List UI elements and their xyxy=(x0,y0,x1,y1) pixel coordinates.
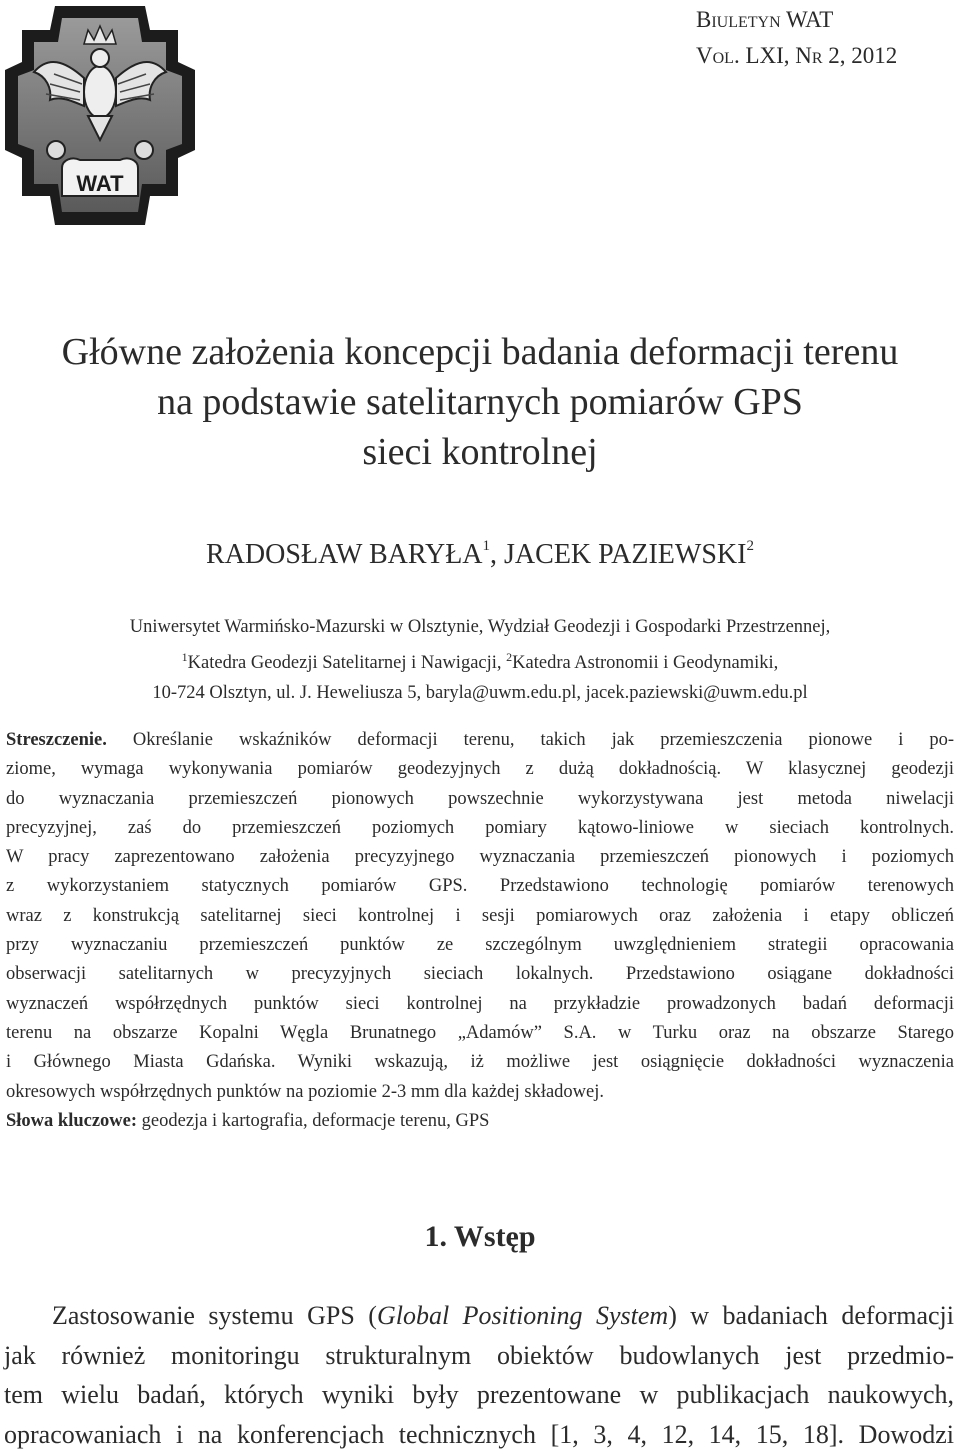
abstract-line: do wyznaczania przemieszczeń pionowych powszechnie wykorzystywana jest metoda niwelacji xyxy=(6,785,954,814)
abstract-line: obserwacji satelitarnych w precyzyjnych sieciach lokalnych. Przedstawiono osiągane dokładności xyxy=(6,960,954,989)
journal-name: Biuletyn WAT xyxy=(696,2,956,38)
abstract-line: W pracy zaprezentowano założenia precyzyjnego wyznaczania przemieszczeń pionowych i poziomych xyxy=(6,843,954,872)
keywords-label: Słowa kluczowe: xyxy=(6,1111,137,1131)
title-line: sieci kontrolnej xyxy=(0,427,960,477)
journal-header xyxy=(696,2,956,74)
abstract-label: Streszczenie. xyxy=(6,730,107,750)
author-name: RADOSŁAW BARYŁA xyxy=(206,539,483,570)
abstract-line: przy wyznaczaniu przemieszczeń punktów ze szczególnym uwzględnieniem strategii opracowania xyxy=(6,931,954,960)
abstract-line: z wykorzystaniem statycznych pomiarów GPS. Przedstawiono technologię pomiarów terenowych xyxy=(6,872,954,901)
abstract-text: Określanie wskaźników deformacji terenu, takich jak przemieszczenia pionowe i po- xyxy=(107,730,954,750)
intro-text: ) w badaniach deformacji xyxy=(668,1301,954,1330)
affiliation-text: Katedra Geodezji Satelitarnej i Nawigacji, xyxy=(188,653,506,673)
abstract-line: wraz z konstrukcją satelitarnej sieci kontrolnej i sesji pomiarowych oraz założenia i etapy obliczeń xyxy=(6,902,954,931)
intro-line: opracowaniach i na konferencjach technicznych [1, 3, 4, 12, 14, 15, 18]. Dowodzi xyxy=(4,1415,954,1454)
intro-text: Zastosowanie systemu GPS ( xyxy=(52,1301,377,1330)
affiliation-marker: 2 xyxy=(746,538,754,554)
affiliation-line xyxy=(0,642,960,678)
abstract-line: wyznaczeń współrzędnych punktów sieci kontrolnej na przykładzie prowadzonych badań deformacji xyxy=(6,990,954,1019)
intro-line xyxy=(4,1296,954,1336)
abstract-line: ziome, wymaga wykonywania pomiarów geodezyjnych z dużą dokładnością. W klasycznej geodezji xyxy=(6,755,954,784)
affiliation-marker: 2 xyxy=(506,650,512,664)
author-name: JACEK PAZIEWSKI xyxy=(504,539,746,570)
title-line: na podstawie satelitarnych pomiarów GPS xyxy=(0,377,960,427)
keywords xyxy=(6,1107,954,1136)
affiliation-marker: 1 xyxy=(182,650,188,664)
intro-emphasis: Global Positioning System xyxy=(377,1301,668,1330)
journal-volume: Vol. LXI, Nr 2, 2012 xyxy=(696,38,956,74)
affiliation-line: 10-724 Olsztyn, ul. J. Heweliusza 5, baryla@uwm.edu.pl, jacek.paziewski@uwm.edu.pl xyxy=(0,678,960,708)
affiliation-line: Uniwersytet Warmińsko-Mazurski w Olsztynie, Wydział Geodezji i Gospodarki Przestrzennej, xyxy=(0,612,960,642)
intro-line: tem wielu badań, których wyniki były prezentowane w publikacjach naukowych, xyxy=(4,1375,954,1415)
abstract-line: okresowych współrzędnych punktów na poziomie 2-3 mm dla każdej składowej. xyxy=(6,1078,954,1107)
author-separator: , xyxy=(490,539,504,570)
affiliation xyxy=(0,612,960,708)
title-line: Główne założenia koncepcji badania deformacji terenu xyxy=(0,327,960,377)
wat-emblem-icon xyxy=(0,0,200,245)
abstract-line xyxy=(6,726,954,755)
authors xyxy=(0,538,960,571)
keywords-text: geodezja i kartografia, deformacje terenu, GPS xyxy=(137,1111,489,1131)
logo-text: WAT xyxy=(76,171,124,196)
abstract-line: terenu na obszarze Kopalni Węgla Brunatnego „Adamów” S.A. w Turku oraz na obszarze Starego xyxy=(6,1019,954,1048)
intro-line: jak również monitoringu strukturalnym obiektów budowlanych jest przedmio- xyxy=(4,1336,954,1376)
abstract xyxy=(6,726,954,1136)
intro-paragraph xyxy=(4,1296,954,1454)
section-heading: 1. Wstęp xyxy=(0,1220,960,1254)
paper-title xyxy=(0,327,960,477)
affiliation-marker: 1 xyxy=(483,538,491,554)
wat-logo xyxy=(0,0,200,245)
affiliation-text: Katedra Astronomii i Geodynamiki, xyxy=(512,653,778,673)
abstract-line: precyzyjnej, zaś do przemieszczeń poziomych pomiary kątowo-liniowe w sieciach kontrolnych. xyxy=(6,814,954,843)
abstract-line: i Głównego Miasta Gdańska. Wyniki wskazują, iż możliwe jest osiągnięcie dokładności wyznaczenia xyxy=(6,1048,954,1077)
